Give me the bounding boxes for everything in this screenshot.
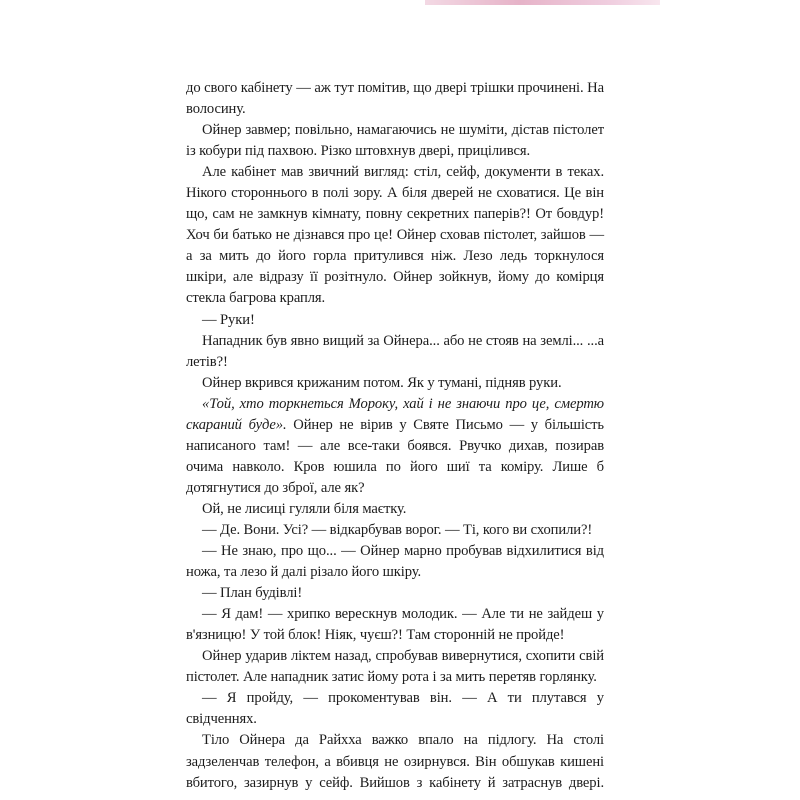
paragraph: Але кабінет мав звичний вигляд: стіл, сейф, документи в теках. Нікого стороннього в полі зору. А біля дверей не сховатися. Це він що, сам не замкнув кімнату, повну секретних паперів?! От бовдур! Хоч би батько не дізнався про це! Ойнер сховав пістолет, зайшов — а за мить до його горла притулився ніж. Лезо ледь торкнулося шкіри, але відразу її розітнуло. Ойнер зойкнув, йому до комірця стекла багрова крапля. <box>186 164 604 307</box>
paragraph: до свого кабінету — аж тут помітив, що двері трішки прочинені. На волосину. <box>186 80 604 118</box>
paragraph: — Не знаю, про що... — Ойнер марно пробував відхилитися від ножа, та лезо й далі різало його шкіру. <box>186 543 604 581</box>
paragraph: — Я дам! — хрипко верескнув молодик. — Але ти не зайдеш у в'язницю! У той блок! Ніяк, чуєш?! Там сторонній не пройде! <box>186 606 604 644</box>
paragraph-with-quote <box>186 394 604 499</box>
paragraph: — Руки! <box>202 311 255 328</box>
paragraph: Ой, не лисиці гуляли біля маєтку. <box>202 500 407 517</box>
scripture-quote: «Той, хто торкнеться Мороку, хай і не знаючи про це, смертю скараний буде». <box>186 395 604 433</box>
paragraph: Нападник був явно вищий за Ойнера... або не стояв на землі... ...а летів?! <box>186 332 604 370</box>
paragraph: Ойнер не вірив у Святе Письмо — у більшість написаного там! — але все-таки боявся. Рвучко дихав, позирав очима навколо. Кров юшила по його шиї та коміру. Лише б дотягнутися до зброї, але як? <box>186 416 604 496</box>
paragraph: — План будівлі! <box>202 585 303 602</box>
paragraph: Ойнер завмер; повільно, намагаючись не шуміти, дістав пістолет із кобури під пахвою. Різко штовхнув двері, прицілився. <box>186 122 604 160</box>
paragraph: — Де. Вони. Усі? — відкарбував ворог. — Ті, кого ви схопили?! <box>202 521 593 538</box>
paragraph: Ойнер вкрився крижаним потом. Як у тумані, підняв руки. <box>202 374 562 391</box>
top-edge-decoration <box>425 0 660 5</box>
book-page-text <box>186 78 604 794</box>
paragraph: Ойнер ударив ліктем назад, спробував вивернутися, схопити свій пістолет. Але нападник затис йому рота і за мить перетяв горлянку. <box>186 648 604 686</box>
paragraph: — Я пройду, — прокоментував він. — А ти плутався у свідченнях. <box>186 690 604 728</box>
paragraph: Тіло Ойнера да Райхха важко впало на підлогу. На столі задзеленчав телефон, а вбивця не озирнувся. Він обшукав кишені вбитого, зазирнув у сейф. Вийшов з кабінету й затраснув двері. <box>186 732 604 791</box>
